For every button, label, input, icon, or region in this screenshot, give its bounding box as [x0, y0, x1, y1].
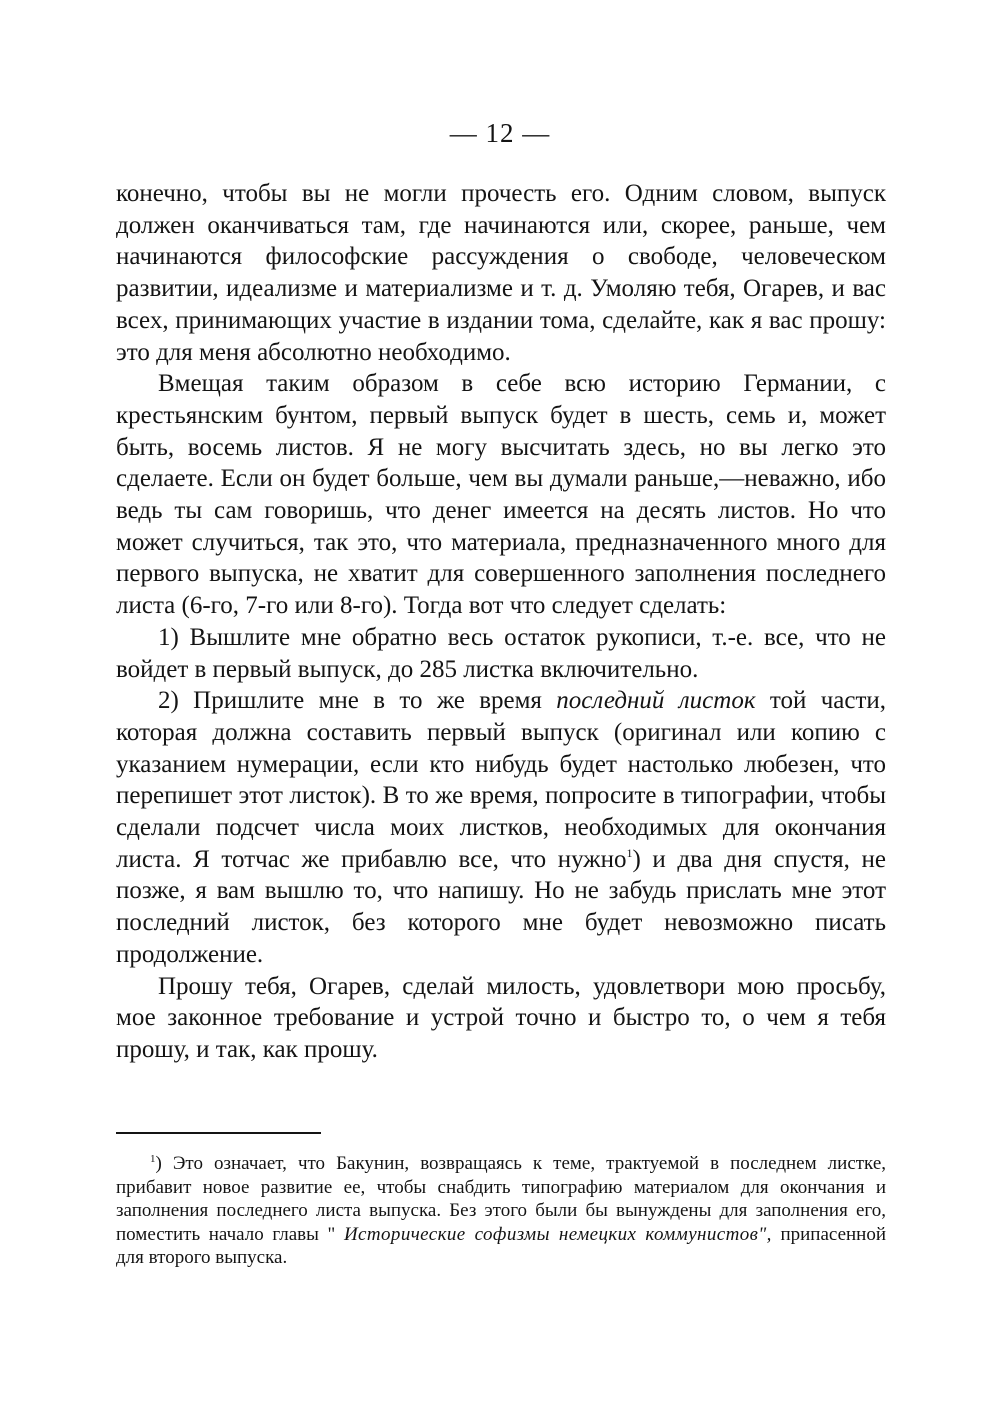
footnote	[116, 1152, 886, 1270]
paragraph-5: Прошу тебя, Огарев, сделай милость, удовлетвори мою просьбу, мое законное требование и устрой точно и быстро то, о чем я тебя прошу, и так, как прошу.	[116, 972, 886, 1063]
footnote-text-end: припасенной для второго выпуска.	[116, 1223, 887, 1268]
paragraph-4-emphasis: последний листок	[556, 687, 756, 715]
footnote-emphasis: Исторические софизмы немецких коммунистов",	[343, 1223, 772, 1245]
paragraph-4	[116, 685, 886, 970]
footnote-reference: 1	[626, 845, 633, 860]
page-number: — 12 —	[449, 118, 551, 148]
paragraph-4-text-middle: той части, которая должна составить первый выпуск (оригинал или копию с указанием нумерации, если кто нибудь будет настолько любезен, что перепишет этот листок). В то же время, попросите в типографии, чтобы сделали подсчет числа моих листков, необходимых для окончания листа. Я тотчас же прибавлю все, что нужно	[116, 687, 887, 873]
footnote-marker: 1	[150, 1153, 156, 1165]
paragraph-4-text-end: ) и два дня спустя, не позже, я вам вышлю то, что напишу. Но не забудь прислать мне этот последний листок, без которого мне будет невозможно писать продолжение.	[116, 845, 886, 968]
body-text	[116, 178, 886, 1066]
footnote-divider	[116, 1132, 321, 1134]
paragraph-4-text-start: 2) Пришлите мне в то же время	[158, 687, 557, 715]
footnote-text-start: ) Это означает, что Бакунин, возвращаясь к теме, трактуемой в последнем листке, прибавит новое развитие ее, чтобы снабдить типографию материалом для окончания и заполнения последнего листа выпуска. Без этого были бы вынуждены для заполнения его, поместить начало главы "	[116, 1153, 886, 1245]
paragraph-2: Вмещая таким образом в себе всю историю Германии, с крестьянским бунтом, первый выпуск будет в шесть, семь и, может быть, восемь листов. Я не могу высчитать здесь, но вы легко это сделаете. Если он будет больше, чем вы думали раньше,—неважно, ибо ведь ты сам говоришь, что денег имеется на десять листов. Но что может случиться, так это, что материала, предназначенного много для первого выпуска, не хватит для совершенного заполнения последнего листа (6-го, 7-го или 8-го). Тогда вот что следует сделать:	[116, 370, 886, 620]
paragraph-1: конечно, чтобы вы не могли прочесть его. Одним словом, выпуск должен оканчиваться там, где начинаются или, скорее, раньше, чем начинаются философские рассуждения о свободе, человеческом развитии, идеализме и материализме и т. д. Умоляю тебя, Огарев, и вас всех, принимающих участие в издании тома, сделайте, как я вас прошу: это для меня абсолютно необходимо.	[116, 180, 886, 366]
paragraph-3: 1) Вышлите мне обратно весь остаток рукописи, т.-е. все, что не войдет в первый выпуск, до 285 листка включительно.	[116, 623, 886, 683]
